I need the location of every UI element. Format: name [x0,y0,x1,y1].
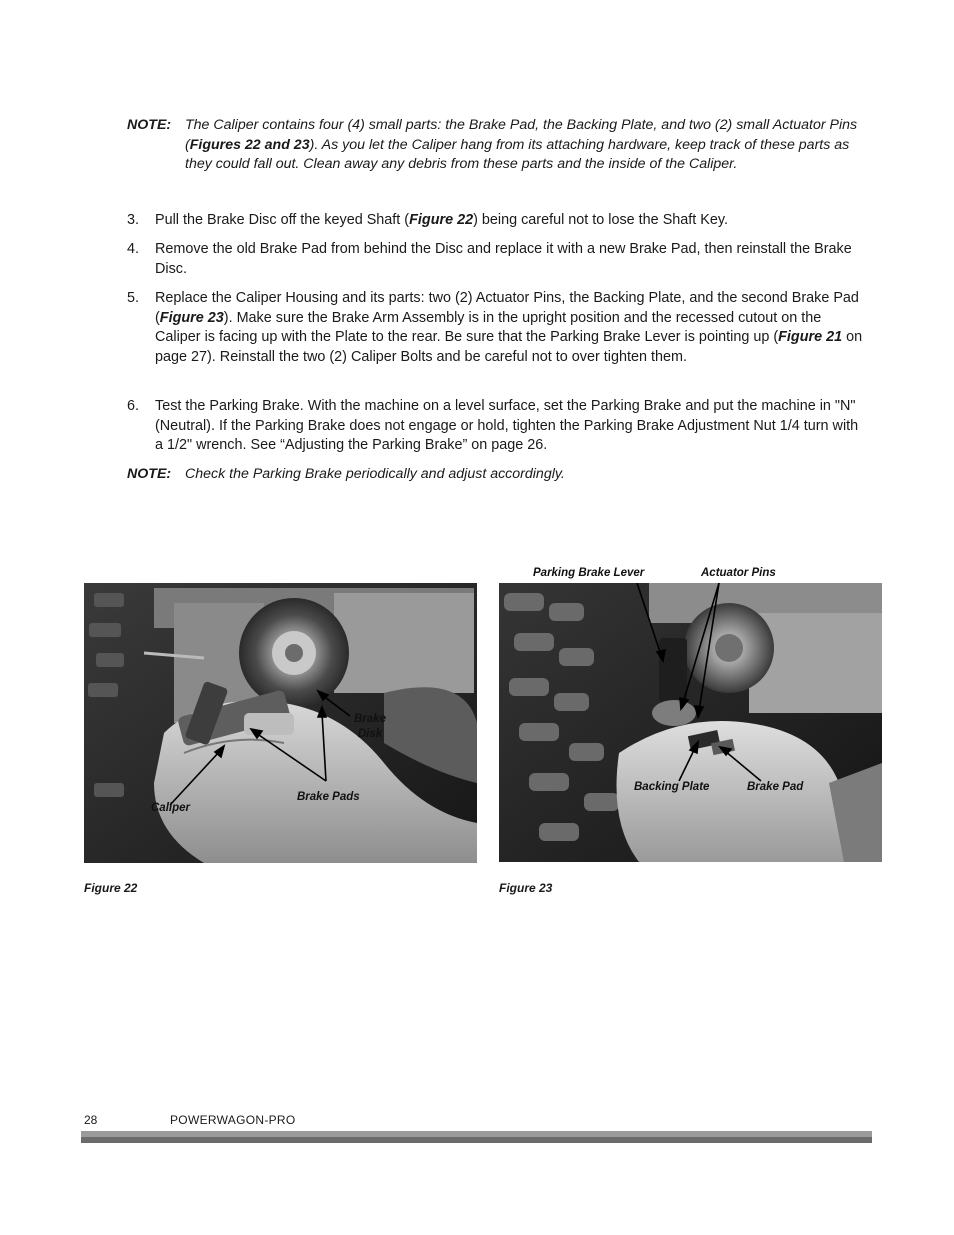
note-label: NOTE: [127,466,172,482]
step-4 [127,240,867,279]
step-5 [127,289,867,367]
note-periodic-check [127,465,862,485]
callout-backing-plate: Backing Plate [634,781,710,793]
note-text: Check the Parking Brake periodically and adjust accordingly. [185,466,565,482]
product-name: POWERWAGON-PRO [170,1113,296,1127]
figure-22-caption: Figure 22 [84,881,138,895]
callout-caliper: Caliper [151,802,190,814]
figure-reference: Figure 23 [159,309,224,326]
callout-brake-disk: Brake Disk [354,713,386,740]
callout-actuator-pins: Actuator Pins [701,567,776,579]
brake-disc-removal-illustration [84,583,477,863]
figure-reference: Figure 22 [409,212,474,228]
step-number: 6. [127,398,140,414]
figure-22-photo [84,583,477,863]
callout-parking-brake-lever: Parking Brake Lever [533,567,645,579]
figure-reference: Figure 21 [778,329,843,346]
step-number: 3. [127,212,140,228]
figure-23-photo [499,583,882,862]
note-caliper-parts [127,116,862,175]
callout-brake-pads: Brake Pads [297,791,360,803]
step-text: Pull the Brake Disc off the keyed Shaft (Figure 22) being careful not to lose the Shaft Key. [155,212,729,228]
figure-23-caption: Figure 23 [499,881,553,895]
figure-reference: Figures 22 and 23 [189,136,310,153]
callout-brake-pad: Brake Pad [747,781,804,793]
page-number: 28 [84,1113,98,1127]
step-text: Remove the old Brake Pad from behind the Disc and replace it with a new Brake Pad, then reinstall the Brake Disc. [155,241,852,277]
step-6 [127,397,867,456]
step-number: 4. [127,241,140,257]
footer-rule [81,1131,872,1143]
caliper-parts-illustration [499,583,882,862]
note-text: The Caliper contains four (4) small parts: the Brake Pad, the Backing Plate, and two (2) small Actuator Pins (Figures 22 and 23). As you let the Caliper hang from its attaching hardware, keep track of these parts as they could fall out. Clean away any debris from these parts and the inside of the Caliper. [185,117,858,173]
note-label: NOTE: [127,117,172,133]
step-text: Test the Parking Brake. With the machine on a level surface, set the Parking Brake and put the machine in "N" (Neutral). If the Parking Brake does not engage or hold, tighten the Parking Brake Adjustment Nut 1/4 turn with a 1/2" wrench. See “Adjusting the Parking Brake” on page 26. [155,398,859,454]
step-3 [127,211,867,231]
step-number: 5. [127,290,140,306]
step-text: Replace the Caliper Housing and its parts: two (2) Actuator Pins, the Backing Plate, and the second Brake Pad (Figure 23). Make sure the Brake Arm Assembly is in the upright position and the recessed cutout on the Caliper is facing up with the Plate to the rear. Be sure that the Parking Brake Lever is pointing up (Figure 21 on page 27). Reinstall the two (2) Caliper Bolts and be careful not to over tighten them. [155,290,863,365]
